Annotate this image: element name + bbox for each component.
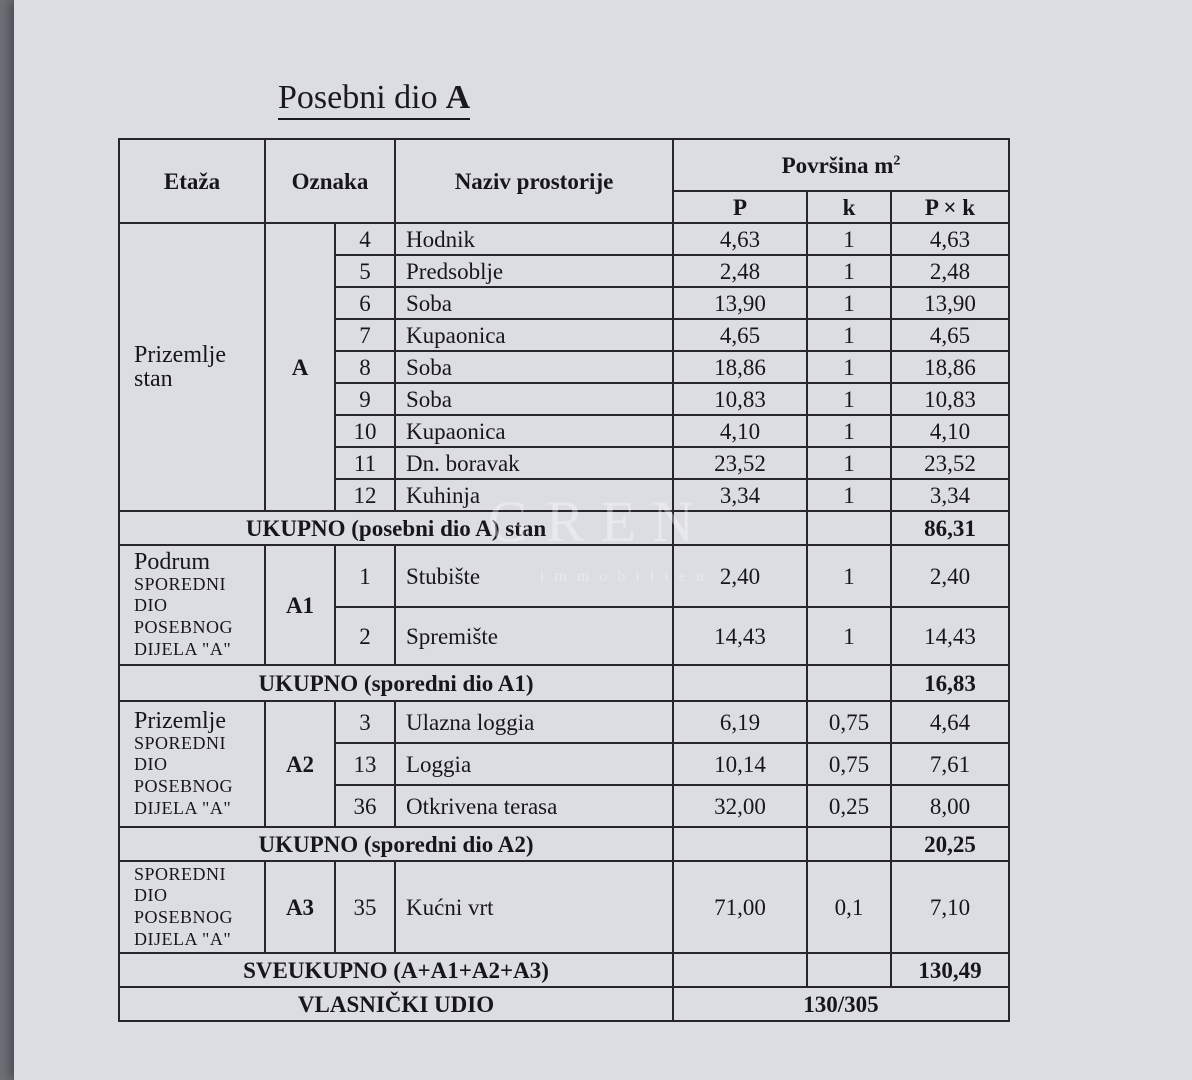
header-etaza: Etaža: [119, 139, 265, 223]
room-k: 1: [807, 383, 891, 415]
etaza-sub: SPOREDNI: [134, 863, 227, 884]
room-k: 0,75: [807, 701, 891, 743]
header-oznaka: Oznaka: [265, 139, 395, 223]
room-name: Spremište: [395, 607, 673, 665]
room-p: 23,52: [673, 447, 807, 479]
room-p: 10,83: [673, 383, 807, 415]
etaza-sub: DIJELA "A": [134, 638, 232, 659]
room-p: 14,43: [673, 607, 807, 665]
oznaka-a1: A1: [265, 545, 335, 665]
room-number: 12: [335, 479, 395, 511]
room-p: 71,00: [673, 861, 807, 953]
total-value-a1: 16,83: [891, 665, 1009, 701]
grand-total-value: 130,49: [891, 953, 1009, 987]
room-k: 1: [807, 545, 891, 607]
total-value-a: 86,31: [891, 511, 1009, 545]
room-number: 11: [335, 447, 395, 479]
room-k: 1: [807, 479, 891, 511]
etaza-sub: DIO: [134, 885, 168, 906]
room-k: 0,75: [807, 743, 891, 785]
header-povrsina-label: Površina m: [781, 152, 894, 178]
title-prefix: Posebni dio: [278, 79, 438, 116]
room-number: 8: [335, 351, 395, 383]
room-name: Hodnik: [395, 223, 673, 255]
etaza-sub: SPOREDNI: [134, 732, 227, 753]
etaza-main: Podrum: [134, 548, 211, 575]
etaza-podrum: [119, 545, 265, 665]
room-k: 1: [807, 415, 891, 447]
room-k: 1: [807, 255, 891, 287]
etaza-sub: POSEBNOG: [134, 907, 234, 927]
etaza-sub: DIJELA "A": [134, 797, 232, 818]
room-p: 10,14: [673, 743, 807, 785]
room-p: 3,34: [673, 479, 807, 511]
etaza-sub: POSEBNOG: [134, 617, 234, 637]
room-number: 6: [335, 287, 395, 319]
room-k: 1: [807, 447, 891, 479]
etaza-sporedni: [119, 861, 265, 953]
total-label-a2: UKUPNO (sporedni dio A2): [119, 827, 673, 861]
grand-total-label: SVEUKUPNO (A+A1+A2+A3): [119, 953, 673, 987]
room-number: 4: [335, 223, 395, 255]
room-k: 1: [807, 607, 891, 665]
room-name: Kućni vrt: [395, 861, 673, 953]
header-naziv: Naziv prostorije: [395, 139, 673, 223]
room-p: 6,19: [673, 701, 807, 743]
room-p: 4,10: [673, 415, 807, 447]
room-number: 36: [335, 785, 395, 827]
room-name: Soba: [395, 383, 673, 415]
room-name: Soba: [395, 287, 673, 319]
room-name: Loggia: [395, 743, 673, 785]
room-number: 1: [335, 545, 395, 607]
room-name: Dn. boravak: [395, 447, 673, 479]
etaza-prizemlje: [119, 701, 265, 827]
room-k: 1: [807, 223, 891, 255]
room-pk: 2,48: [891, 255, 1009, 287]
room-pk: 13,90: [891, 287, 1009, 319]
room-name: Kuhinja: [395, 479, 673, 511]
room-k: 1: [807, 319, 891, 351]
room-name: Otkrivena terasa: [395, 785, 673, 827]
oznaka-a2: A2: [265, 701, 335, 827]
header-povrsina-sup: 2: [893, 152, 901, 168]
room-pk: 4,63: [891, 223, 1009, 255]
room-name: Stubište: [395, 545, 673, 607]
total-label-a1: UKUPNO (sporedni dio A1): [119, 665, 673, 701]
room-name: Predsoblje: [395, 255, 673, 287]
room-pk: 4,64: [891, 701, 1009, 743]
header-p: P: [673, 191, 807, 223]
room-k: 0,25: [807, 785, 891, 827]
page-title: [278, 80, 470, 120]
watermark-subtitle: immobilien: [540, 568, 714, 585]
watermark-logo: GREN: [488, 489, 710, 554]
room-pk: 2,40: [891, 545, 1009, 607]
room-pk: 7,61: [891, 743, 1009, 785]
room-pk: 4,65: [891, 319, 1009, 351]
room-p: 13,90: [673, 287, 807, 319]
room-k: 1: [807, 287, 891, 319]
header-k: k: [807, 191, 891, 223]
room-p: 4,63: [673, 223, 807, 255]
title-letter: A: [445, 79, 471, 116]
room-name: Kupaonica: [395, 319, 673, 351]
room-number: 35: [335, 861, 395, 953]
room-name: Soba: [395, 351, 673, 383]
room-pk: 8,00: [891, 785, 1009, 827]
etaza-sub: DIO: [134, 595, 168, 616]
room-number: 3: [335, 701, 395, 743]
empty-cell: [807, 953, 891, 987]
empty-cell: [673, 511, 807, 545]
etaza-main: Prizemlje: [134, 707, 226, 734]
total-value-a2: 20,25: [891, 827, 1009, 861]
etaza-sub: POSEBNOG: [134, 776, 234, 796]
etaza-sub: DIJELA "A": [134, 928, 232, 949]
area-table: [118, 138, 1010, 1022]
room-number: 9: [335, 383, 395, 415]
oznaka-a3: A3: [265, 861, 335, 953]
room-pk: 23,52: [891, 447, 1009, 479]
room-name: Ulazna loggia: [395, 701, 673, 743]
room-pk: 4,10: [891, 415, 1009, 447]
room-number: 13: [335, 743, 395, 785]
total-label-a: UKUPNO (posebni dio A) stan: [119, 511, 673, 545]
etaza-sub: SPOREDNI: [134, 573, 227, 594]
oznaka-a: A: [265, 223, 335, 511]
room-pk: 3,34: [891, 479, 1009, 511]
ownership-label: VLASNIČKI UDIO: [119, 987, 673, 1021]
room-name: Kupaonica: [395, 415, 673, 447]
empty-cell: [673, 827, 807, 861]
room-number: 5: [335, 255, 395, 287]
header-pk: P × k: [891, 191, 1009, 223]
empty-cell: [807, 827, 891, 861]
room-number: 7: [335, 319, 395, 351]
room-pk: 14,43: [891, 607, 1009, 665]
room-k: 1: [807, 351, 891, 383]
room-p: 18,86: [673, 351, 807, 383]
room-p: 4,65: [673, 319, 807, 351]
room-p: 32,00: [673, 785, 807, 827]
etaza-prizemlje-stan: Prizemlje stan: [119, 223, 265, 511]
etaza-sub: DIO: [134, 754, 168, 775]
room-p: 2,48: [673, 255, 807, 287]
empty-cell: [673, 953, 807, 987]
room-pk: 10,83: [891, 383, 1009, 415]
room-number: 10: [335, 415, 395, 447]
room-p: 2,40: [673, 545, 807, 607]
empty-cell: [673, 665, 807, 701]
header-povrsina: [673, 139, 1009, 191]
room-pk: 18,86: [891, 351, 1009, 383]
room-k: 0,1: [807, 861, 891, 953]
room-number: 2: [335, 607, 395, 665]
ownership-value: 130/305: [673, 987, 1009, 1021]
empty-cell: [807, 665, 891, 701]
empty-cell: [807, 511, 891, 545]
room-pk: 7,10: [891, 861, 1009, 953]
